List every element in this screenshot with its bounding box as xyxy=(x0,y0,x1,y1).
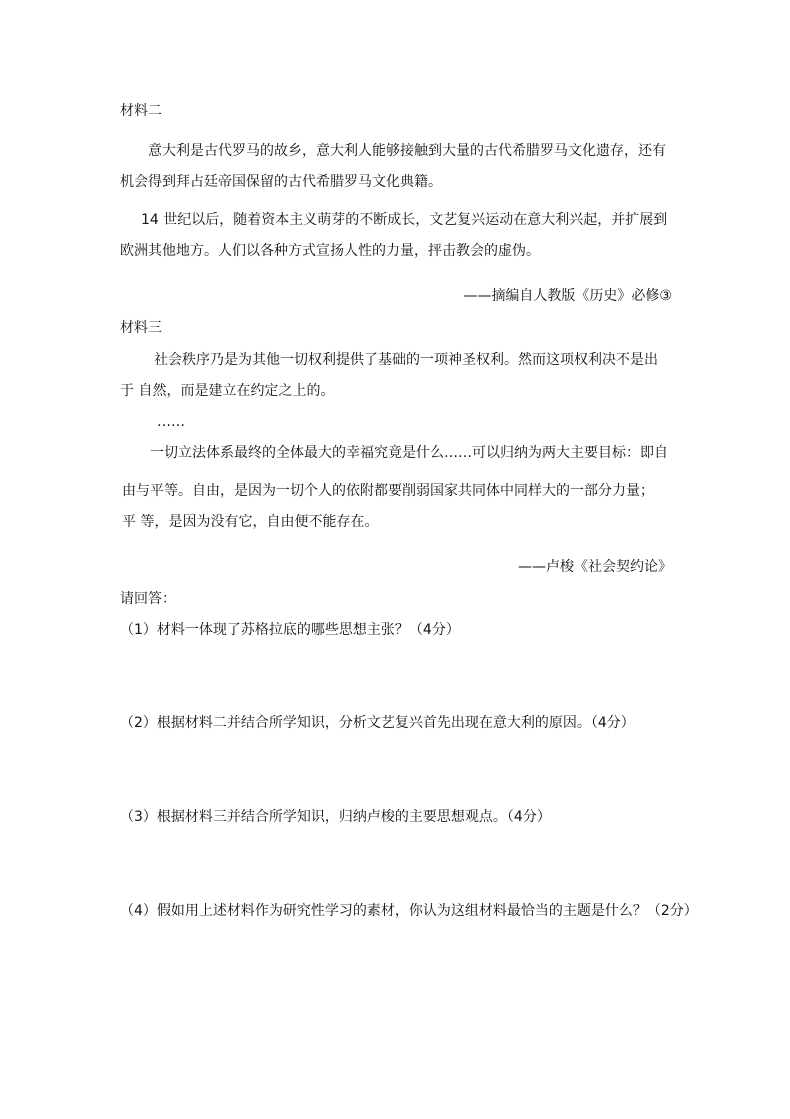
material2-paragraph2-line1: 14 世纪以后，随着资本主义萌芽的不断成长，文艺复兴运动在意大利兴起，并扩展到 xyxy=(141,212,668,228)
question-3: （3）根据材料三并结合所学知识，归纳卢梭的主要思想观点。（4分） xyxy=(120,809,551,825)
question-4: （4）假如用上述材料作为研究性学习的素材，你认为这组材料最恰当的主题是什么？（2分） xyxy=(120,903,698,919)
material3-paragraph2-line3: 平 等，是因为没有它，自由便不能存在。 xyxy=(122,514,379,530)
material2-paragraph2-line2: 欧洲其他地方。人们以各种方式宣扬人性的力量，抨击教会的虚伪。 xyxy=(120,243,540,259)
material2-source: ——摘编自人教版《历史》必修③ xyxy=(463,288,672,304)
material2-heading: 材料二 xyxy=(120,103,162,119)
questions-intro: 请回答： xyxy=(120,591,176,607)
material3-paragraph2-line1: 一切立法体系最终的全体最大的幸福究竟是什么……可以归纳为两大主要目标：即自 xyxy=(150,445,668,461)
question-1: （1）材料一体现了苏格拉底的哪些思想主张？（4分） xyxy=(120,622,460,638)
material3-paragraph1-line2: 于 自然，而是建立在约定之上的。 xyxy=(120,383,335,399)
material2-paragraph1-line1: 意大利是古代罗马的故乡，意大利人能够接触到大量的古代希腊罗马文化遗存，还有 xyxy=(148,143,666,159)
material2-paragraph1-line2: 机会得到拜占廷帝国保留的古代希腊罗马文化典籍。 xyxy=(120,174,442,190)
material3-paragraph2-line2: 由与平等。自由，是因为一切个人的依附都要削弱国家共同体中同样大的一部分力量； xyxy=(122,483,654,499)
question-2: （2）根据材料二并结合所学知识，分析文艺复兴首先出现在意大利的原因。（4分） xyxy=(120,715,635,731)
material3-heading: 材料三 xyxy=(120,320,162,336)
material3-source: ——卢梭《社会契约论》 xyxy=(518,559,672,575)
material3-paragraph1-line1: 社会秩序乃是为其他一切权利提供了基础的一项神圣权利。然而这项权利决不是出 xyxy=(154,352,658,368)
material3-ellipsis: …… xyxy=(157,414,185,430)
